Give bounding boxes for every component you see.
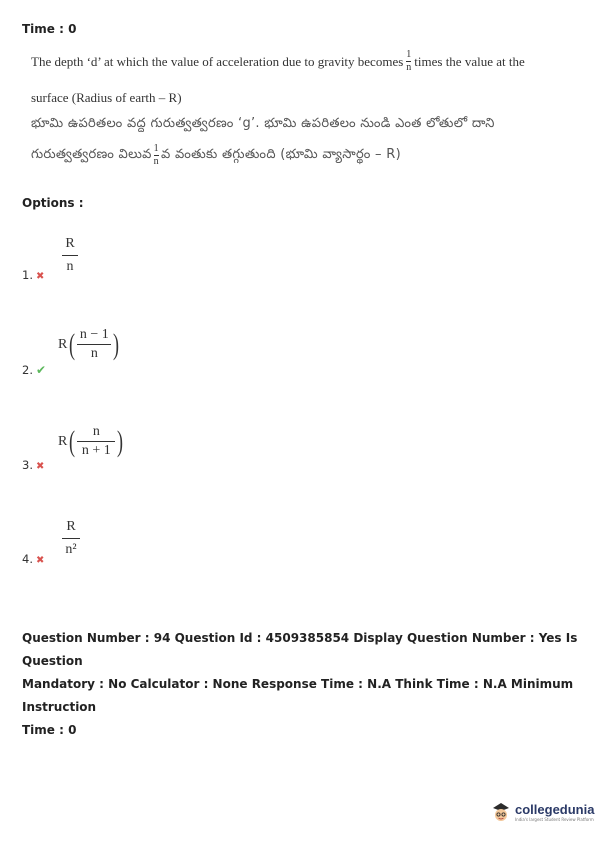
option-4-bar: [62, 538, 80, 539]
fraction-numerator: 1: [406, 49, 412, 60]
wrong-icon: ✖: [35, 555, 45, 566]
option-3-prefix: R: [58, 433, 68, 449]
option-1-denominator: n: [66, 259, 74, 274]
option-3-fraction: [77, 425, 115, 458]
right-paren: ): [113, 327, 120, 361]
logo-name: collegedunia: [515, 802, 595, 817]
question-text-en-line1: [31, 50, 525, 73]
option-2-fraction: [77, 328, 111, 361]
option-2-denominator: n: [90, 346, 98, 361]
left-paren: (: [69, 424, 76, 458]
option-2[interactable]: [22, 363, 46, 377]
question-fraction: [406, 50, 411, 73]
left-paren: (: [69, 327, 76, 361]
collegedunia-logo: [490, 800, 594, 824]
option-4-denominator: n²: [65, 542, 77, 557]
option-1-fraction: [62, 237, 78, 274]
question-text-part1: The depth ‘d’ at which the value of acceleration due to gravity becomes: [31, 53, 404, 69]
option-1[interactable]: [22, 268, 44, 282]
question-text-te-line1: భూమి ఉపరితలం వద్ద గురుత్వత్వరణం ‘g’. భూమి ఉపరితలం నుండి ఎంత లోతులో దాని: [31, 116, 495, 131]
question-text-te-line2: [31, 144, 401, 167]
option-2-numerator: n − 1: [79, 327, 109, 342]
option-3-bar: [77, 441, 115, 442]
te-fraction-numerator: 1: [153, 143, 159, 154]
option-1-formula: [62, 232, 78, 274]
option-2-prefix: R: [58, 336, 68, 352]
te-text-part2: వ వంతుకు తగ్గుతుంది (భూమి వ్యాసార్థం – R): [160, 146, 401, 162]
option-1-bar: [62, 255, 78, 256]
option-3-number: 3.: [22, 458, 33, 472]
option-4-numerator: R: [66, 519, 76, 534]
option-2-formula: [58, 328, 121, 361]
question-info-line3: Time : 0: [22, 723, 77, 737]
option-4[interactable]: [22, 552, 44, 566]
options-label: Options :: [22, 196, 84, 210]
fraction-denominator: n: [406, 62, 412, 73]
option-3-numerator: n: [92, 424, 100, 439]
mascot-icon: [490, 800, 512, 824]
question-text-en-line2: surface (Radius of earth – R): [31, 90, 182, 105]
option-2-bar: [77, 344, 111, 345]
right-paren: ): [117, 424, 124, 458]
option-3-denominator: n + 1: [81, 443, 111, 458]
te-text-part1: గురుత్వత్వరణం విలువ: [31, 146, 152, 162]
option-4-number: 4.: [22, 552, 33, 566]
logo-tagline: India's largest Student Review Platform: [515, 817, 594, 822]
te-fraction-denominator: n: [153, 156, 159, 167]
te-fraction: [154, 144, 159, 167]
question-info-line2: Mandatory : No Calculator : None Response Time : N.A Think Time : N.A Minimum Instruction: [22, 677, 574, 714]
option-4-fraction: [62, 520, 80, 557]
option-1-number: 1.: [22, 268, 33, 282]
question-info: [22, 627, 582, 742]
question-info-line1: Question Number : 94 Question Id : 4509385854 Display Question Number : Yes Is Question: [22, 631, 578, 668]
question-text-part2: times the value at the: [414, 53, 525, 69]
option-3[interactable]: [22, 458, 44, 472]
option-4-formula: [62, 515, 80, 557]
option-3-formula: [58, 425, 125, 458]
wrong-icon: ✖: [35, 461, 45, 472]
time-label: Time : 0: [22, 22, 77, 36]
option-1-numerator: R: [65, 236, 75, 251]
option-2-number: 2.: [22, 363, 33, 377]
check-icon: ✔: [35, 363, 47, 377]
wrong-icon: ✖: [35, 271, 45, 282]
